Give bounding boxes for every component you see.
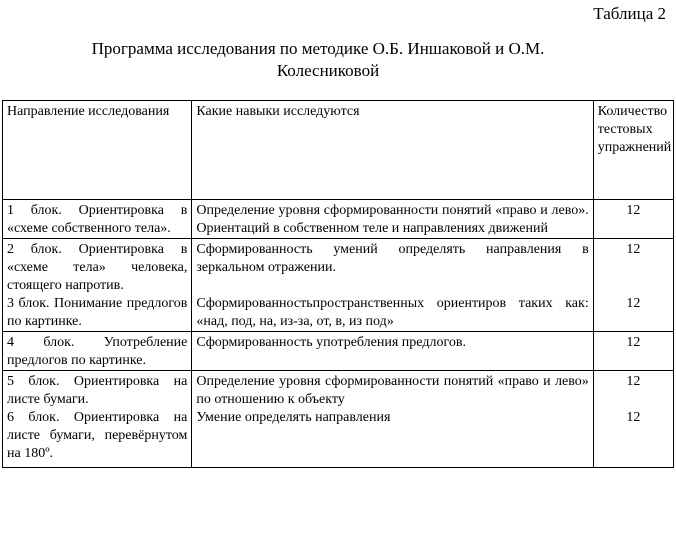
row-2-count [593,239,673,332]
table-row [3,332,674,371]
block-5-count: 12 [626,374,641,389]
research-program-table [2,100,674,468]
row-2-direction [3,239,192,332]
block-2-skills: Сформированность умений определять направления в зеркальном отражении. [196,242,589,275]
title-line-2: Колесниковой [276,61,380,80]
header-count: Количество тестовых упражнений [593,101,673,200]
block-6-count: 12 [626,410,641,425]
block-5-direction: 5 блок. Ориентировка на листе бумаги. [7,374,188,407]
title-line-1: Программа исследования по методике О.Б. Иншаковой и О.М. [91,39,545,58]
table-number-label: Таблица 2 [593,4,666,23]
document-title [0,38,676,82]
row-3-skills: Сформированность употребления предлогов. [192,332,593,371]
header-direction: Направление исследования [3,101,192,200]
block-2-count: 12 [626,242,641,257]
header-skills: Какие навыки исследуются [192,101,593,200]
block-3-direction: 3 блок. Понимание предлогов по картинке. [7,296,188,329]
row-3-count: 12 [593,332,673,371]
row-1-direction: 1 блок. Ориентировка в «схеме собственного тела». [3,200,192,239]
row-4-skills [192,371,593,468]
block-3-count: 12 [626,296,641,311]
table-row [3,239,674,332]
table-header-row [3,101,674,200]
block-2-direction: 2 блок. Ориентировка в «схеме тела» человека, стоящего напротив. [7,242,188,293]
row-1-skills: Определение уровня сформированности понятий «право и лево». Ориентаций в собственном теле и направлениях движений [192,200,593,239]
block-5-skills: Определение уровня сформированности понятий «право и лево» по отношению к объекту [196,374,589,407]
block-6-direction: 6 блок. Ориентировка на листе бумаги, перевёрнутом на 180º. [7,410,188,461]
table-row [3,371,674,468]
row-3-direction: 4 блок. Употребление предлогов по картинке. [3,332,192,371]
row-4-direction [3,371,192,468]
block-3-skills: Сформированностьпространственных ориентиров таких как: «над, под, на, из-за, от, в, из под» [196,296,589,329]
table-row [3,200,674,239]
row-2-skills [192,239,593,332]
row-1-count: 12 [593,200,673,239]
block-6-skills: Умение определять направления [196,410,391,425]
row-4-count [593,371,673,468]
